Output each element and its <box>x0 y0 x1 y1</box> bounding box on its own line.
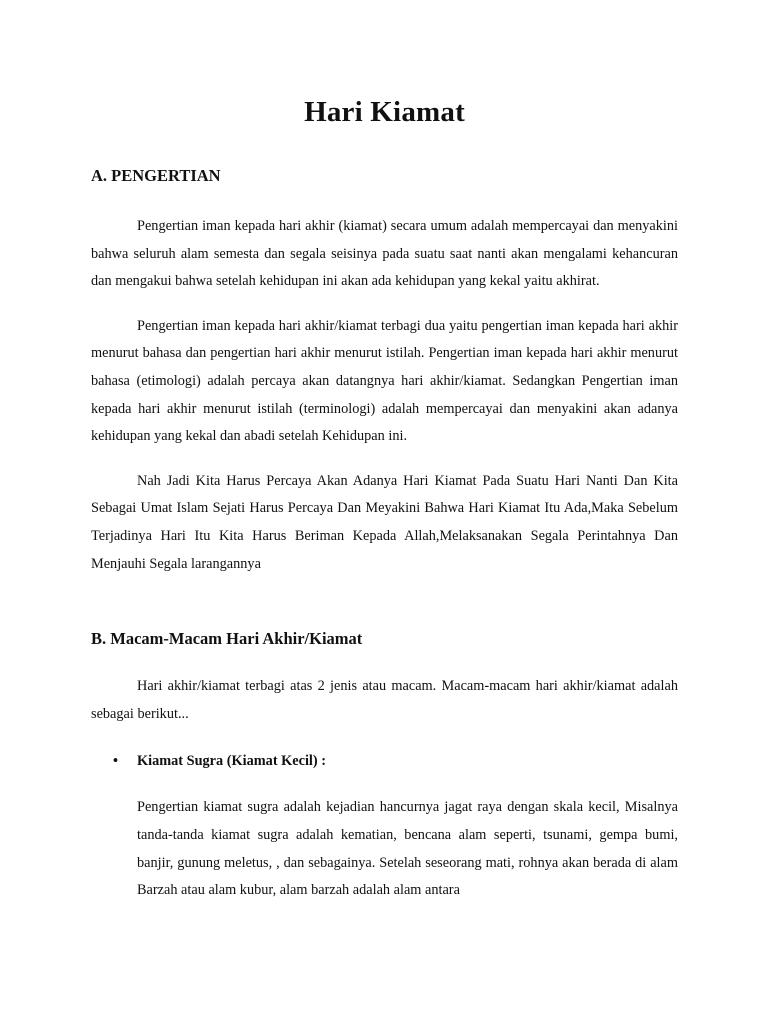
section-a-paragraph-1: Pengertian iman kepada hari akhir (kiamat) secara umum adalah mempercayai dan menyakini bahwa seluruh alam semesta dan segala seisinya pada suatu saat nanti akan mengalami kehancuran dan mengakui bahwa setelah kehidupan ini akan ada kehidupan yang kekal yaitu akhirat. <box>91 218 678 290</box>
document-title: Hari Kiamat <box>304 96 465 128</box>
section-b-heading: B. Macam-Macam Hari Akhir/Kiamat <box>91 629 363 649</box>
section-b-intro: Hari akhir/kiamat terbagi atas 2 jenis atau macam. Macam-macam hari akhir/kiamat adalah sebagai berikut... <box>91 678 678 722</box>
section-a-paragraph-3: Nah Jadi Kita Harus Percaya Akan Adanya Hari Kiamat Pada Suatu Hari Nanti Dan Kita Sebagai Umat Islam Sejati Harus Percaya Dan Meyakini Bahwa Hari Kiamat Itu Ada,Maka Sebelum Terjadinya Hari Itu Kita Harus Beriman Kepada Allah,Melaksanakan Segala Perintahnya Dan Menjauhi Segala larangannya <box>91 472 678 572</box>
bullet-paragraph: Pengertian kiamat sugra adalah kejadian hancurnya jagat raya dengan skala kecil, Misalnya tanda-tanda kiamat sugra adalah kematian, bencana alam seperti, tsunami, gempa bumi, banjir, gunung meletus, , dan sebagainya. Setelah seseorang mati, rohnya akan berada di alam Barzah atau alam kubur, alam barzah adalah alam antara <box>137 799 678 899</box>
bullet-item-kiamat-sugra <box>91 750 678 772</box>
bullet-label: Kiamat Sugra (Kiamat Kecil) : <box>137 753 327 770</box>
section-a-heading: A. PENGERTIAN <box>91 166 221 185</box>
bullet-dot: • <box>113 753 119 770</box>
section-a-paragraph-2: Pengertian iman kepada hari akhir/kiamat terbagi dua yaitu pengertian iman kepada hari akhir menurut bahasa dan pengertian hari akhir menurut istilah. Pengertian iman kepada hari akhir menurut bahasa (etimologi) adalah percaya akan datangnya hari akhir/kiamat. Sedangkan Pengertian iman kepada hari akhir menurut istilah (terminologi) adalah mempercayai dan menyakini akan adanya kehidupan yang kekal dan abadi setelah Kehidupan ini. <box>91 317 678 445</box>
